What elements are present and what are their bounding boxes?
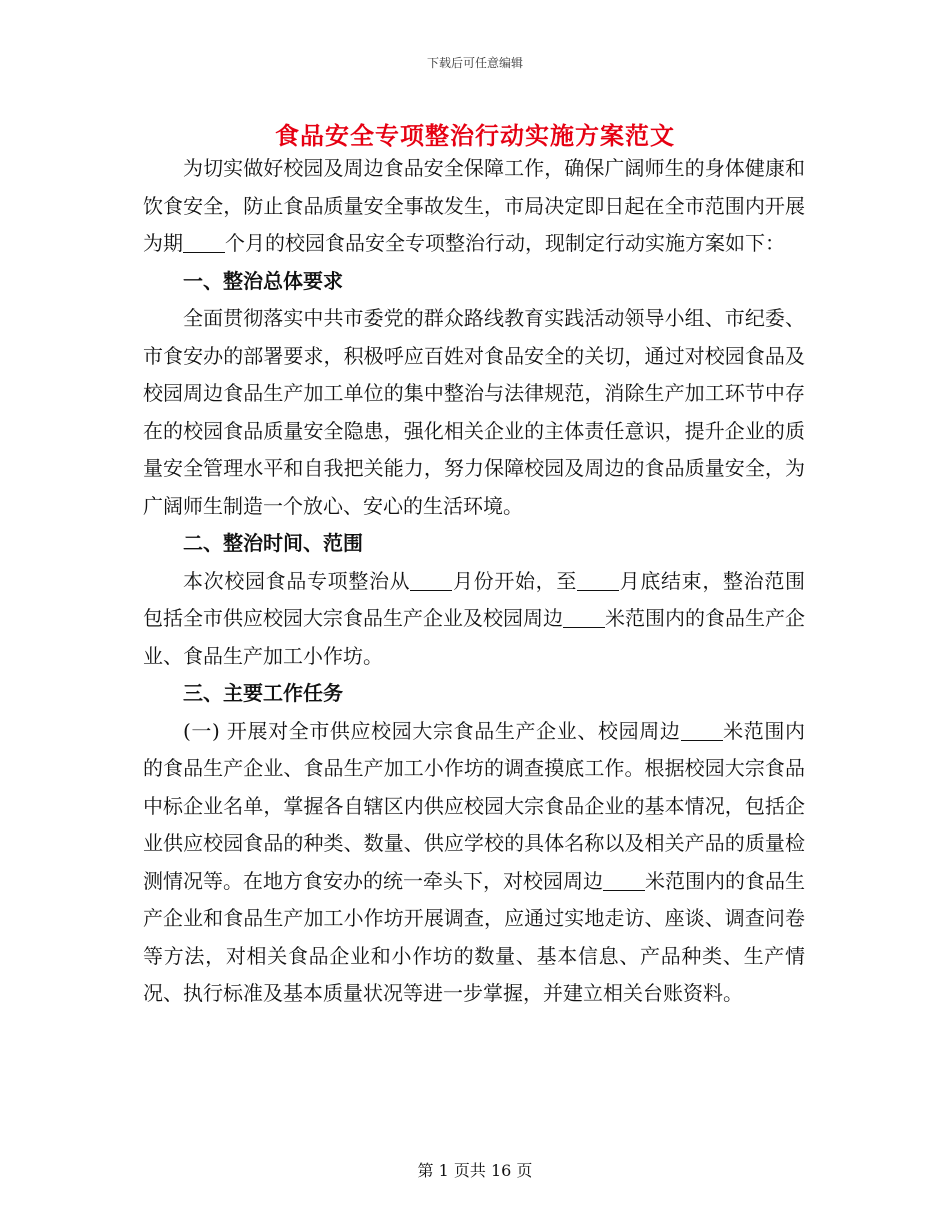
- s3-text-3: 米范围内的食品生产企业和食品生产加工小作坊开展调查，应通过实地走访、座谈、调查问卷等方法，对相关食品企业和小作坊的数量、基本信息、产品种类、生产情况、执行标准及基本质量状况等进一步掌握，并建立相关台账资料。: [143, 868, 805, 1005]
- s3-text-2: 米范围内的食品生产企业、食品生产加工小作坊的调查摸底工作。根据校园大宗食品中标企业名单，掌握各自辖区内供应校园大宗食品企业的基本情况，包括企业供应校园食品的种类、数量、供应学校的具体名称以及相关产品的质量检测情况等。在地方食安办的统一牵头下，对校园周边: [143, 718, 806, 893]
- fill-blank: [681, 720, 723, 741]
- section-2-heading: 二、整治时间、范围: [183, 531, 363, 555]
- section-1-heading: 一、整治总体要求: [183, 268, 343, 293]
- intro-paragraph: [143, 150, 805, 263]
- s3-text-1: (一) 开展对全市供应校园大宗食品生产企业、校园周边: [183, 718, 681, 743]
- document-title: 食品安全专项整治行动实施方案范文: [275, 121, 675, 150]
- document-body: [143, 150, 805, 1013]
- s2-text-4: 米范围内的食品生产企业、食品生产加工小作坊。: [143, 606, 805, 668]
- section-3-heading: 三、主要工作任务: [183, 681, 343, 705]
- section-3-body: [143, 713, 805, 1013]
- fill-blank: [577, 570, 619, 591]
- intro-text-1: 为切实做好校园及周边食品安全保障工作，确保广阔师生的身体健康和饮食安全，防止食品质量安全事故发生，市局决定即日起在全市范围内开展为期: [143, 156, 805, 255]
- s2-text-2: 月份开始，至: [452, 568, 578, 593]
- intro-text-2: 个月的校园食品安全专项整治行动，现制定行动实施方案如下：: [225, 231, 785, 255]
- s2-text-1: 本次校园食品专项整治从: [183, 568, 411, 593]
- fill-blank: [603, 870, 645, 891]
- fill-blank: [563, 607, 605, 628]
- fill-blank: [410, 570, 452, 591]
- page-footer: 第 1 页共 16 页: [417, 1161, 533, 1180]
- header-note: 下载后可任意编辑: [426, 56, 523, 70]
- section-1-body: 全面贯彻落实中共市委党的群众路线教育实践活动领导小组、市纪委、市食安办的部署要求，积极呼应百姓对食品安全的关切，通过对校园食品及校园周边食品生产加工单位的集中整治与法律规范，消除生产加工环节中存在的校园食品质量安全隐患，强化相关企业的主体责任意识，提升企业的质量安全管理水平和自我把关能力，努力保障校园及周边的食品质量安全，为广阔师生制造一个放心、安心的生活环境。: [143, 306, 805, 518]
- s2-text-3: 月底结束，整治范围包括全市供应校园大宗食品生产企业及校园周边: [143, 568, 806, 630]
- section-2-body: [143, 563, 805, 676]
- fill-blank: [183, 232, 225, 253]
